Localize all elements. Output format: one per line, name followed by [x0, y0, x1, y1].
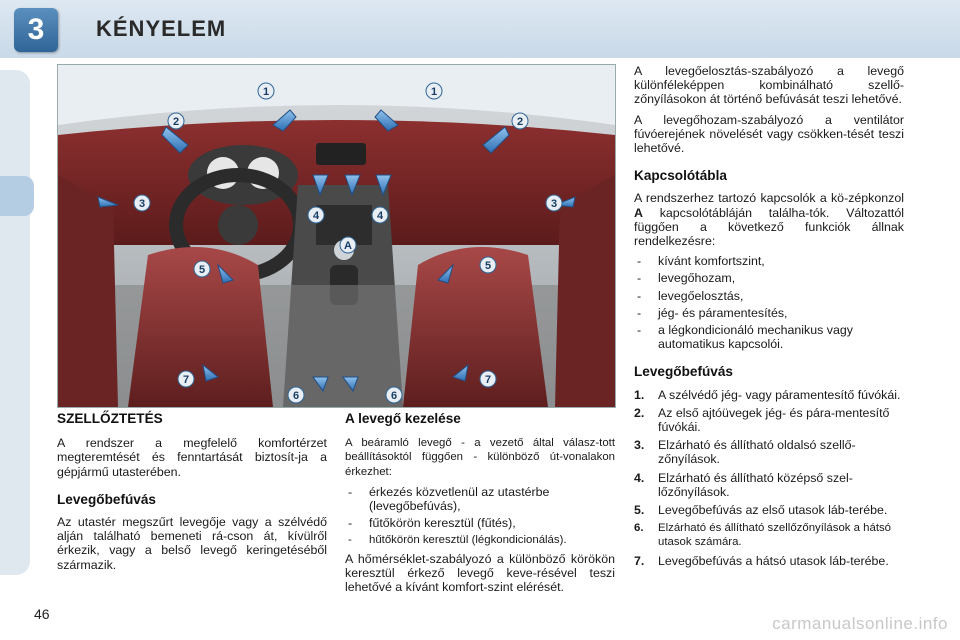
callout-4-left: [308, 207, 324, 223]
air-intake-body: Az utastér megszűrt levegője vagy a szélvédő alján található bemeneti rá-cson át, kívülről érkezik, vagy a belső levegő keringetéséből származik.: [57, 515, 327, 572]
callout-label: 6: [292, 390, 300, 402]
middle-column: [345, 412, 615, 600]
item-text: Levegőbefúvás az első utasok láb-terébe.: [658, 503, 888, 518]
control-panel-intro-text: A rendszerhez tartozó kapcsolók a kö-zépkonzol: [634, 191, 904, 206]
callout-1-left: [258, 83, 274, 99]
list-item: [634, 503, 904, 517]
list-item: [634, 554, 904, 568]
page-number: 46: [34, 606, 50, 622]
callout-7-right: [480, 371, 496, 387]
section-title-ventilation: SZELLŐZTETÉS: [57, 411, 163, 426]
flow-paragraph: A levegőhozam-szabályozó a ventilátor fúvóerejének növelését vagy csökken-tését teszi lehetővé.: [634, 112, 904, 156]
callout-5-left: [194, 261, 210, 277]
list-item: [634, 406, 904, 434]
callout-6-right: [386, 387, 402, 403]
ventilation-intro: A rendszer a megfelelő komfortérzet megteremtését és fenntartását biztosít-ja a gépjármű utasterében.: [57, 436, 327, 479]
callout-label: 6: [390, 390, 398, 402]
list-item: - jég- és páramentesítés,: [634, 306, 904, 320]
side-tab-rail: [0, 70, 30, 575]
subsection-title-control-panel: Kapcsolótábla: [634, 168, 727, 184]
chapter-title: KÉNYELEM: [96, 16, 227, 41]
list-item: [634, 438, 904, 466]
list-item: - a légkondicionáló mechanikus vagy automatikus kapcsolói.: [634, 323, 904, 351]
callout-label: 3: [550, 198, 558, 210]
callout-4-right: [372, 207, 388, 223]
item-text: A szélvédő jég- vagy páramentesítő fúvókái.: [658, 387, 901, 402]
list-item: - levegőhozam,: [634, 271, 904, 285]
list-item: [634, 471, 904, 499]
callout-label: 5: [198, 264, 206, 276]
callout-2-left: [168, 113, 184, 129]
callout-label: 1: [262, 86, 270, 98]
item-number: 1.: [634, 387, 645, 402]
control-functions-list: [634, 254, 904, 351]
list-item: [634, 388, 904, 402]
item-number: 7.: [634, 553, 645, 568]
item-number: 5.: [634, 503, 645, 518]
callout-3-right: [546, 195, 562, 211]
callout-2-right: [512, 113, 528, 129]
item-number: 4.: [634, 470, 645, 485]
cabin-illustration-svg: [58, 65, 615, 407]
callout-label: 2: [516, 116, 524, 128]
callout-3-left: [134, 195, 150, 211]
item-text: Elzárható és állítható oldalsó szellő-zőnyílások.: [658, 438, 856, 467]
callout-1-right: [426, 83, 442, 99]
item-text: Az első ajtóüvegek jég- és pára-mentesítő fúvókái.: [658, 405, 890, 435]
item-text: Elzárható és állítható középső szel-lőzőnyílások.: [658, 470, 853, 499]
callout-5-right: [480, 257, 496, 273]
callout-label: 2: [172, 116, 180, 128]
callout-A: [340, 237, 356, 253]
item-number: 2.: [634, 405, 645, 420]
cabin-illustration: [57, 64, 616, 408]
callout-7-left: [178, 371, 194, 387]
callout-label: 7: [484, 374, 492, 386]
item-number: 3.: [634, 438, 645, 453]
right-column: [634, 64, 904, 572]
watermark: carmanualsonline.info: [772, 614, 948, 633]
left-column: [57, 412, 327, 578]
callout-6-left: [288, 387, 304, 403]
vents-list: [634, 388, 904, 568]
chapter-number-badge: 3: [14, 8, 58, 52]
section-title-air-treatment: A levegő kezelése: [345, 411, 461, 426]
list-item: - hűtőkörön keresztül (légkondicionálás).: [345, 533, 615, 547]
list-item: [634, 521, 904, 549]
list-item: - érkezés közvetlenül az utastérbe (levegőbefúvás),: [345, 485, 615, 513]
console-label-a: A: [634, 205, 643, 220]
callout-label: 3: [138, 198, 146, 210]
control-panel-intro-text: kapcsolótábláján találha-tók. Változattól függően a következő funkciók állnak rendelkezésre:: [634, 205, 904, 249]
subsection-title-air-intake: Levegőbefúvás: [57, 491, 156, 507]
subsection-title-vents: Levegőbefúvás: [634, 364, 733, 380]
callout-label: 4: [312, 210, 320, 222]
item-number: 6.: [634, 522, 644, 535]
list-item: - levegőelosztás,: [634, 289, 904, 303]
air-treatment-intro: A beáramló levegő - a vezető által válasz-tott beállításoktól függően - különböző út-vonalakon érkezhet:: [345, 437, 615, 478]
air-route-list: [345, 485, 615, 548]
callout-label: A: [344, 240, 352, 252]
callout-label: 7: [182, 374, 190, 386]
callout-label: 5: [484, 260, 492, 272]
item-text: Elzárható és állítható szellőzőnyílások a hátsó utasok számára.: [658, 522, 892, 549]
callout-label: 1: [430, 86, 438, 98]
distribution-paragraph: A levegőelosztás-szabályozó a levegő különféleképpen kombinálható szellő-zőnyílásokon át történő befúvását teszi lehetővé.: [634, 64, 904, 107]
callout-label: 4: [376, 210, 384, 222]
list-item: - fűtőkörön keresztül (fűtés),: [345, 516, 615, 530]
list-item: - kívánt komfortszint,: [634, 254, 904, 268]
air-treatment-outro: A hőmérséklet-szabályozó a különböző körökön keresztül érkező levegő keve-résével teszi lehetővé a kívánt komfort-szint elérését.: [345, 551, 615, 595]
control-panel-intro: [634, 191, 904, 248]
side-tab-active[interactable]: [0, 176, 34, 216]
item-text: Levegőbefúvás a hátsó utasok láb-terébe.: [658, 553, 889, 568]
